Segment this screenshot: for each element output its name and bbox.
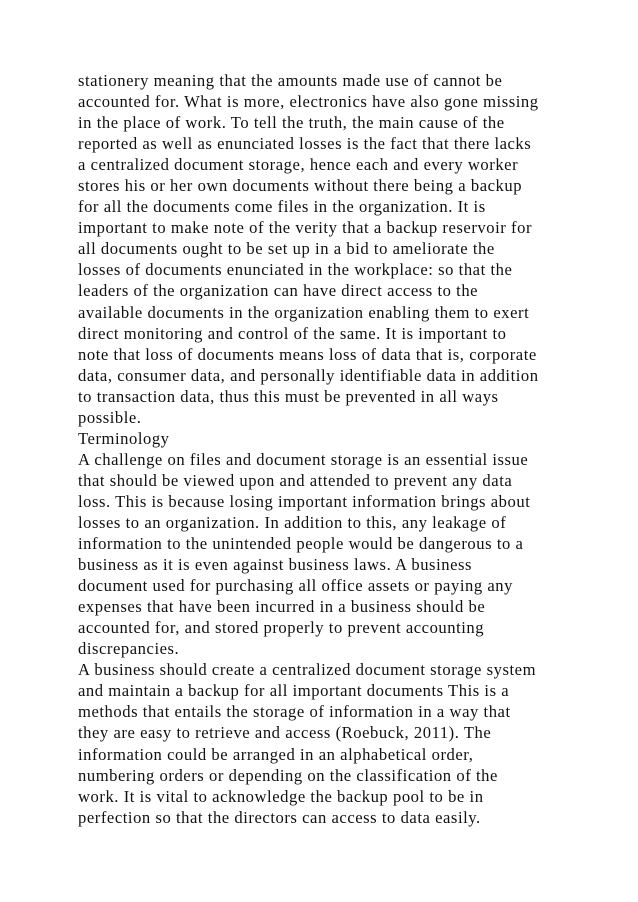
text-line: possible. — [78, 407, 142, 427]
text-line: all documents ought to be set up in a bid to ameliorate the — [78, 239, 495, 259]
text-line: available documents in the organization enabling them to exert — [78, 302, 530, 322]
text-line: in the place of work. To tell the truth, the main cause of the — [78, 113, 505, 133]
text-line: discrepancies. — [78, 639, 180, 659]
text-line: direct monitoring and control of the same. It is important to — [78, 323, 507, 343]
text-line: work. It is vital to acknowledge the backup pool to be in — [78, 786, 484, 806]
text-line: stationery meaning that the amounts made use of cannot be — [78, 71, 503, 90]
text-line: business as it is even against business laws. A business — [78, 555, 473, 575]
text-line: a centralized document storage, hence each and every worker — [78, 155, 519, 175]
section-heading: Terminology — [78, 428, 170, 448]
text-line: leaders of the organization can have direct access to the — [78, 281, 479, 301]
text-line: A challenge on files and document storage is an essential issue — [78, 449, 529, 469]
text-line: important to make note of the verity that a backup reservoir for — [78, 218, 533, 238]
text-line: for all the documents come files in the organization. It is — [78, 197, 486, 217]
text-line: loss. This is because losing important information brings about — [78, 491, 531, 511]
text-line: accounted for. What is more, electronics have also gone missing — [78, 92, 539, 112]
text-line: that should be viewed upon and attended to prevent any data — [78, 470, 513, 490]
text-line: stores his or her own documents without there being a backup — [78, 176, 523, 196]
text-line: expenses that have been incurred in a business should be — [78, 597, 486, 617]
text-line: to transaction data, thus this must be prevented in all ways — [78, 386, 499, 406]
text-line: and maintain a backup for all important documents This is a — [78, 681, 510, 701]
text-line: information could be arranged in an alphabetical order, — [78, 744, 474, 764]
text-line: methods that entails the storage of information in a way that — [78, 702, 511, 722]
text-line: they are easy to retrieve and access (Roebuck, 2011). The — [78, 723, 492, 743]
text-line: note that loss of documents means loss of data that is, corporate — [78, 344, 537, 364]
text-line: losses of documents enunciated in the workplace: so that the — [78, 260, 513, 280]
text-line: information to the unintended people would be dangerous to a — [78, 534, 524, 554]
text-line: document used for purchasing all office assets or paying any — [78, 576, 513, 596]
document-body — [78, 70, 568, 828]
text-line: numbering orders or depending on the classification of the — [78, 765, 498, 785]
text-line: accounted for, and stored properly to prevent accounting — [78, 618, 485, 638]
text-line: A business should create a centralized document storage system — [78, 660, 537, 680]
text-line: perfection so that the directors can access to data easily. — [78, 807, 481, 827]
text-line: reported as well as enunciated losses is the fact that there lacks — [78, 134, 532, 154]
text-line: data, consumer data, and personally identifiable data in addition — [78, 365, 539, 385]
text-line: losses to an organization. In addition to this, any leakage of — [78, 512, 507, 532]
